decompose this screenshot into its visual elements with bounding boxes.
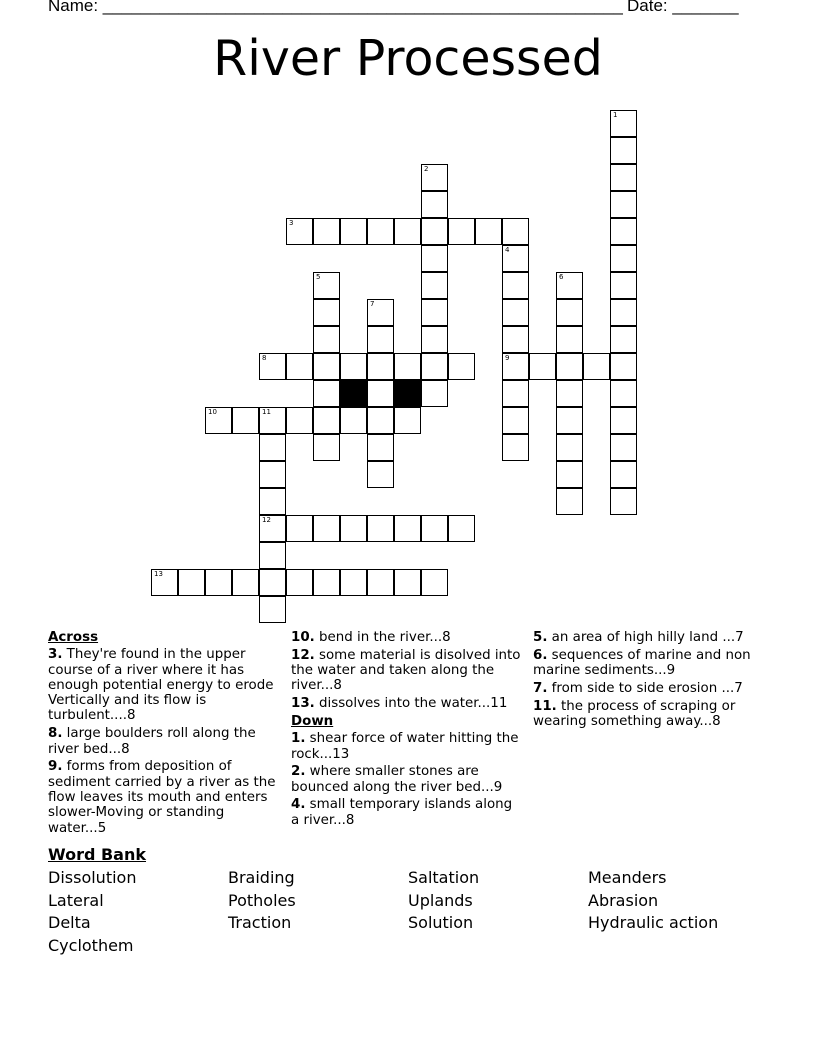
crossword-cell[interactable] [421,515,448,542]
crossword-cell[interactable] [178,569,205,596]
word-bank-item: Lateral [48,891,104,910]
crossword-cell[interactable] [367,434,394,461]
crossword-cell[interactable] [502,326,529,353]
crossword-cell[interactable] [610,245,637,272]
crossword-cell[interactable] [367,380,394,407]
clue-across-3: 3. They're found in the upper course of a river where it has enough potential energy to erode Vertically and its flow is turbulent....8 [48,647,274,724]
clue-number-label: 1 [613,110,618,119]
crossword-cell[interactable] [610,488,637,515]
crossword-cell[interactable] [313,407,340,434]
crossword-cell[interactable] [259,542,286,569]
clue-number-label: 8 [262,353,267,362]
crossword-cell[interactable] [286,515,313,542]
clue-down-4: 4. small temporary islands along a river...8 [291,797,513,828]
clue-down-5: 5. an area of high hilly land ...7 [533,630,744,645]
clue-number-label: 4 [505,245,510,254]
crossword-cell[interactable] [367,407,394,434]
crossword-cell[interactable] [367,218,394,245]
crossword-cell[interactable] [259,596,286,623]
crossword-cell[interactable] [259,515,286,542]
across-heading: Across [48,630,99,645]
crossword-cell[interactable] [556,353,583,380]
crossword-cell[interactable] [448,218,475,245]
crossword-cell[interactable] [421,218,448,245]
word-bank-item: Saltation [408,868,480,887]
crossword-cell[interactable] [502,353,529,380]
word-bank-item: Meanders [588,868,667,887]
crossword-cell[interactable] [394,353,421,380]
crossword-cell[interactable] [205,407,232,434]
crossword-cell[interactable] [313,515,340,542]
word-bank-heading: Word Bank [48,845,147,864]
word-bank-item: Solution [408,913,474,932]
crossword-cell[interactable] [421,353,448,380]
crossword-cell[interactable] [367,326,394,353]
clues-column-1 [48,630,284,838]
crossword-cell[interactable] [313,569,340,596]
clue-across-10: 10. bend in the river...8 [291,630,451,645]
clue-across-8: 8. large boulders roll along the river bed...8 [48,726,256,757]
clue-number-label: 11 [262,407,271,416]
crossword-cell[interactable] [610,380,637,407]
crossword-cell[interactable] [610,461,637,488]
crossword-cell[interactable] [556,488,583,515]
crossword-cell[interactable] [610,407,637,434]
crossword-cell[interactable] [556,461,583,488]
crossword-cell[interactable] [340,353,367,380]
crossword-cell[interactable] [610,218,637,245]
crossword-cell[interactable] [610,299,637,326]
crossword-cell[interactable] [421,272,448,299]
page-title: River Processed [213,30,603,87]
crossword-cell[interactable] [556,326,583,353]
crossword-cell[interactable] [610,191,637,218]
crossword-cell[interactable] [205,569,232,596]
crossword-cell[interactable] [313,434,340,461]
crossword-cell[interactable] [394,569,421,596]
crossword-cell[interactable] [286,569,313,596]
crossword-cell[interactable] [340,407,367,434]
crossword-cell[interactable] [367,353,394,380]
crossword-cell[interactable] [340,569,367,596]
crossword-cell[interactable] [259,407,286,434]
crossword-cell[interactable] [448,353,475,380]
crossword-cell[interactable] [502,380,529,407]
word-bank-item: Dissolution [48,868,137,887]
crossword-cell[interactable] [313,218,340,245]
crossword-cell[interactable] [610,137,637,164]
crossword-cell[interactable] [556,272,583,299]
crossword-cell[interactable] [151,569,178,596]
word-bank-item: Uplands [408,891,473,910]
crossword-cell[interactable] [394,515,421,542]
crossword-cell[interactable] [421,245,448,272]
crossword-cell[interactable] [340,515,367,542]
clue-down-7: 7. from side to side erosion ...7 [533,680,743,696]
crossword-cell[interactable] [421,380,448,407]
crossword-cell[interactable] [340,218,367,245]
crossword-black-cell [340,380,367,407]
crossword-cell[interactable] [367,569,394,596]
crossword-cell[interactable] [502,299,529,326]
clue-across-9: 9. forms from deposition of sediment carried by a river as the flow leaves its mouth and enters slower-Moving or standing water...5 [48,759,276,836]
date-field-label: Date: _______ [627,0,739,15]
crossword-cell[interactable] [313,299,340,326]
crossword-cell[interactable] [286,353,313,380]
clue-number-label: 7 [370,299,375,308]
crossword-cell[interactable] [313,272,340,299]
crossword-cell[interactable] [610,353,637,380]
crossword-cell[interactable] [610,434,637,461]
crossword-cell[interactable] [475,218,502,245]
crossword-cell[interactable] [610,110,637,137]
crossword-cell[interactable] [367,515,394,542]
word-bank-item: Traction [228,913,292,932]
word-bank-item: Delta [48,913,91,932]
crossword-cell[interactable] [313,380,340,407]
crossword-cell[interactable] [259,569,286,596]
crossword-cell[interactable] [232,407,259,434]
crossword-cell[interactable] [610,164,637,191]
clue-number-label: 2 [424,164,429,173]
crossword-cell[interactable] [421,299,448,326]
crossword-cell[interactable] [367,299,394,326]
word-bank-item: Cyclothem [48,936,134,955]
crossword-cell[interactable] [394,407,421,434]
crossword-cell[interactable] [502,272,529,299]
crossword-cell[interactable] [502,434,529,461]
crossword-cell[interactable] [259,353,286,380]
clue-number-label: 13 [154,569,163,578]
down-heading: Down [291,713,334,729]
clue-down-11: 11. the process of scraping or wearing something away...8 [533,698,736,729]
crossword-cell[interactable] [313,326,340,353]
clue-number-label: 5 [316,272,321,281]
crossword-cell[interactable] [286,218,313,245]
crossword-cell[interactable] [502,407,529,434]
crossword-cell[interactable] [448,515,475,542]
crossword-cell[interactable] [502,218,529,245]
crossword-cell[interactable] [421,569,448,596]
crossword-cell[interactable] [556,407,583,434]
clue-number-label: 9 [505,353,510,362]
clue-down-1: 1. shear force of water hitting the rock...13 [291,731,519,762]
clue-number-label: 6 [559,272,564,281]
clue-number-label: 3 [289,218,294,227]
crossword-cell[interactable] [421,164,448,191]
clue-number-label: 10 [208,407,217,416]
clues-column-2 [291,630,523,831]
crossword-cell[interactable] [556,434,583,461]
crossword-cell[interactable] [556,380,583,407]
word-bank-item: Hydraulic action [588,913,719,932]
crossword-cell[interactable] [583,353,610,380]
crossword-black-cell [394,380,421,407]
name-field-label: Name: _______________________________________________________ [48,0,623,15]
crossword-cell[interactable] [259,434,286,461]
crossword-cell[interactable] [367,461,394,488]
crossword-cell[interactable] [259,488,286,515]
clue-across-12: 12. some material is disolved into the water and taken along the river...8 [291,647,521,694]
crossword-cell[interactable] [259,461,286,488]
crossword-cell[interactable] [286,407,313,434]
word-bank-item: Potholes [228,891,296,910]
crossword-cell[interactable] [556,299,583,326]
clues-column-3 [533,630,758,732]
crossword-cell[interactable] [232,569,259,596]
crossword-cell[interactable] [502,245,529,272]
word-bank-item: Braiding [228,868,295,887]
crossword-cell[interactable] [610,326,637,353]
crossword-cell[interactable] [610,272,637,299]
clue-down-6: 6. sequences of marine and non marine sediments...9 [533,647,751,679]
crossword-cell[interactable] [529,353,556,380]
clue-across-13: 13. dissolves into the water...11 [291,696,508,712]
crossword-cell[interactable] [394,218,421,245]
clue-down-2: 2. where smaller stones are bounced along the river bed...9 [291,764,503,795]
crossword-cell[interactable] [421,326,448,353]
clue-number-label: 12 [262,515,271,524]
word-bank-item: Abrasion [588,891,659,910]
crossword-cell[interactable] [421,191,448,218]
crossword-cell[interactable] [313,353,340,380]
